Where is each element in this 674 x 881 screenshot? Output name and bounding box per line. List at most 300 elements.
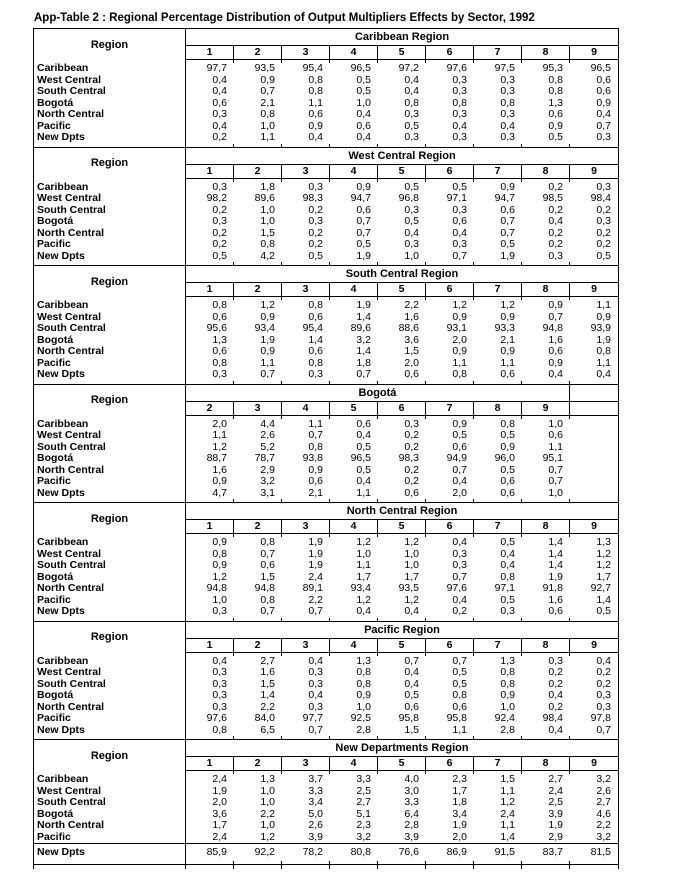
value-cell: 0,5 — [452, 429, 467, 441]
data-row — [34, 656, 618, 668]
column-header-7: 7 — [474, 520, 522, 534]
value-cell: 4,7 — [212, 486, 227, 499]
column-header-8: 8 — [522, 639, 570, 653]
section-title: Caribbean Region — [186, 29, 618, 46]
tick-cell — [330, 262, 378, 265]
column-header-2: 2 — [234, 46, 282, 60]
column-header-1: 1 — [186, 639, 234, 653]
data-row — [34, 797, 618, 809]
value-cell: 1,0 — [260, 796, 275, 808]
value-cell: 0,9 — [548, 119, 563, 132]
value-cell: 0,3 — [308, 677, 323, 690]
value-cell: 2,8 — [356, 723, 371, 736]
value-cell: 0,9 — [548, 356, 563, 369]
value-cell: 2,2 — [260, 700, 275, 713]
column-header-4: 4 — [330, 283, 378, 297]
value-cell: 1,0 — [260, 119, 275, 132]
value-cell: 0,7 — [500, 215, 515, 227]
column-header-2: 2 — [234, 639, 282, 653]
value-cell: 2,8 — [404, 819, 419, 831]
section-title: Pacific Region — [186, 622, 618, 639]
value-cell: 1,9 — [356, 249, 371, 262]
value-cell: 0,9 — [500, 345, 515, 357]
data-row — [34, 713, 618, 725]
tick-cell — [34, 262, 186, 265]
value-cell: 1,8 — [452, 796, 467, 808]
row-label: North Central — [34, 702, 186, 714]
value-cell: 3,2 — [356, 333, 371, 346]
tick-cell — [426, 262, 474, 265]
tick-cell — [522, 144, 570, 147]
data-row — [34, 312, 618, 324]
value-cell: 1,9 — [596, 333, 611, 346]
section-title: North Central Region — [186, 503, 618, 520]
value-cell: 89,1 — [302, 582, 323, 594]
value-cell: 0,3 — [452, 85, 467, 97]
value-cell: 1,1 — [596, 356, 611, 369]
column-header-3: 3 — [282, 639, 330, 653]
row-label: New Dpts — [34, 251, 186, 263]
value-cell: 0,9 — [212, 475, 227, 487]
value-cell: 0,5 — [548, 131, 563, 143]
value-cell: 2,6 — [596, 784, 611, 797]
value-cell: 85,9 — [206, 846, 227, 858]
tick-cell — [570, 865, 618, 869]
value-cell: 0,4 — [356, 605, 371, 617]
value-cell: 1,3 — [260, 773, 275, 785]
column-header-3: 3 — [282, 757, 330, 771]
value-cell: 0,5 — [404, 180, 419, 193]
column-header-2: 2 — [234, 520, 282, 534]
value-cell: 0,7 — [452, 570, 467, 583]
value-cell: 95,1 — [542, 452, 563, 464]
value-cell: 95,3 — [542, 62, 563, 74]
value-cell: 0,9 — [308, 119, 323, 132]
value-cell: 0,3 — [212, 677, 227, 690]
data-row — [34, 63, 618, 75]
row-label: South Central — [34, 679, 186, 691]
column-header-9: 9 — [570, 46, 618, 60]
value-cell: 1,4 — [356, 345, 371, 357]
tick-cell — [330, 144, 378, 147]
column-header-8: 8 — [474, 402, 522, 416]
value-cell: 1,4 — [548, 536, 563, 548]
tick-cell — [522, 865, 570, 869]
value-cell: 0,4 — [212, 73, 227, 86]
column-header-9: 9 — [570, 520, 618, 534]
value-cell: 0,6 — [500, 368, 515, 380]
tick-cell — [522, 499, 570, 502]
tick-cell — [522, 381, 570, 384]
value-cell: 0,8 — [500, 666, 515, 678]
tick-cell — [234, 865, 282, 869]
value-cell: 0,6 — [548, 345, 563, 357]
value-cell: 0,3 — [500, 85, 515, 97]
value-cell: 1,2 — [452, 299, 467, 311]
value-cell: 81,5 — [590, 846, 611, 858]
column-header-2: 2 — [186, 402, 234, 416]
row-label: North Central — [34, 228, 186, 240]
column-header-4: 4 — [330, 757, 378, 771]
value-cell: 0,6 — [212, 96, 227, 109]
value-cell: 0,9 — [452, 345, 467, 357]
tick-cell — [34, 618, 186, 621]
table-title: App-Table 2 : Regional Percentage Distribution of Output Multipliers Effects by Sector, 1992 — [34, 12, 535, 24]
region-header-cell: Region — [34, 148, 186, 179]
value-cell: 0,4 — [308, 689, 323, 701]
value-cell: 0,3 — [452, 73, 467, 86]
tick-cell — [282, 865, 330, 869]
value-cell: 1,3 — [500, 654, 515, 667]
value-cell: 0,3 — [308, 666, 323, 678]
value-cell: 0,2 — [212, 226, 227, 239]
value-cell: 1,1 — [452, 356, 467, 369]
value-cell: 97,1 — [494, 582, 515, 594]
column-tick-row — [34, 144, 618, 147]
value-cell: 0,6 — [548, 605, 563, 617]
tick-cell — [570, 144, 618, 147]
value-cell: 95,8 — [398, 712, 419, 724]
value-cell: 3,6 — [404, 333, 419, 346]
value-cell: 1,9 — [308, 559, 323, 571]
value-cell: 1,2 — [500, 796, 515, 808]
tick-cell — [34, 499, 186, 502]
value-cell: 3,9 — [404, 830, 419, 843]
value-cell: 3,1 — [260, 486, 275, 499]
value-cell: 0,8 — [212, 547, 227, 560]
value-cell: 1,0 — [260, 215, 275, 227]
value-cell: 1,9 — [548, 819, 563, 831]
value-cell: 3,2 — [356, 830, 371, 843]
value-cell: 1,1 — [500, 356, 515, 369]
data-row — [34, 121, 618, 133]
value-cell: 0,8 — [548, 85, 563, 97]
value-cell: 97,6 — [446, 582, 467, 594]
value-cell: 91,5 — [494, 846, 515, 858]
value-cell: 0,4 — [500, 547, 515, 560]
value-cell: 0,8 — [596, 345, 611, 357]
data-row — [34, 228, 618, 240]
value-cell: 2,8 — [500, 723, 515, 736]
value-cell: 0,6 — [452, 700, 467, 713]
tick-cell — [474, 381, 522, 384]
value-cell: 0,3 — [308, 180, 323, 193]
column-header-4: 4 — [282, 402, 330, 416]
value-cell: 97,5 — [494, 62, 515, 74]
value-cell: 0,8 — [260, 593, 275, 606]
row-label: New Dpts — [34, 369, 186, 381]
column-header-8: 8 — [522, 46, 570, 60]
value-cell: 0,3 — [500, 108, 515, 120]
row-label: Pacific — [34, 239, 186, 251]
value-cell: 0,5 — [212, 249, 227, 262]
data-row — [34, 442, 618, 454]
value-cell: 0,7 — [356, 215, 371, 227]
value-cell: 78,7 — [254, 452, 275, 464]
value-cell: 0,4 — [212, 85, 227, 97]
value-cell: 98,4 — [542, 712, 563, 724]
value-cell: 2,0 — [212, 417, 227, 430]
value-cell: 3,3 — [404, 796, 419, 808]
value-cell: 98,3 — [398, 452, 419, 464]
data-row — [34, 239, 618, 251]
row-label: Pacific — [34, 358, 186, 370]
column-header-1: 1 — [186, 165, 234, 179]
tick-cell — [234, 262, 282, 265]
tick-cell — [282, 736, 330, 739]
value-cell: 1,1 — [212, 429, 227, 441]
value-cell: 1,6 — [404, 310, 419, 323]
row-label: Pacific — [34, 832, 186, 844]
value-cell: 92,2 — [254, 846, 275, 858]
data-row — [34, 358, 618, 370]
value-cell: 0,3 — [404, 238, 419, 250]
value-cell: 1,2 — [260, 830, 275, 843]
value-cell: 0,2 — [404, 429, 419, 441]
column-header-7: 7 — [474, 283, 522, 297]
column-header-9: 9 — [570, 639, 618, 653]
value-cell: 0,7 — [596, 119, 611, 132]
value-cell: 92,5 — [350, 712, 371, 724]
value-cell: 0,6 — [212, 310, 227, 323]
tick-cell — [378, 262, 426, 265]
value-cell: 94,8 — [542, 322, 563, 334]
value-cell: 4,4 — [260, 417, 275, 430]
value-cell: 98,4 — [590, 192, 611, 204]
value-cell: 0,4 — [548, 368, 563, 380]
value-cell: 0,7 — [260, 85, 275, 97]
value-cell: 1,9 — [356, 299, 371, 311]
column-header-3: 3 — [282, 46, 330, 60]
value-cell: 0,7 — [452, 249, 467, 262]
data-row — [34, 690, 618, 702]
column-header-5: 5 — [378, 283, 426, 297]
value-cell: 2,0 — [212, 796, 227, 808]
value-cell: 97,7 — [206, 62, 227, 74]
value-cell: 1,5 — [404, 723, 419, 736]
value-cell: 0,3 — [452, 108, 467, 120]
value-cell: 1,3 — [596, 536, 611, 548]
value-cell: 95,8 — [446, 712, 467, 724]
empty-value-cell — [570, 465, 618, 477]
column-header-6: 6 — [426, 283, 474, 297]
value-cell: 1,9 — [500, 249, 515, 262]
tick-cell — [34, 381, 186, 384]
value-cell: 3,2 — [596, 773, 611, 785]
value-cell: 92,4 — [494, 712, 515, 724]
value-cell: 0,3 — [308, 368, 323, 380]
column-header-7: 7 — [474, 757, 522, 771]
section-header — [34, 385, 618, 416]
value-cell: 1,5 — [260, 570, 275, 583]
value-cell: 0,7 — [596, 723, 611, 736]
value-cell: 2,7 — [548, 773, 563, 785]
section-header — [34, 622, 618, 653]
value-cell: 97,6 — [446, 62, 467, 74]
value-cell: 3,3 — [356, 773, 371, 785]
tick-cell — [522, 861, 570, 864]
value-cell: 0,9 — [260, 73, 275, 86]
value-cell: 0,4 — [452, 226, 467, 239]
tick-cell — [34, 736, 186, 739]
value-cell: 0,3 — [596, 180, 611, 193]
value-cell: 0,4 — [452, 593, 467, 606]
tick-cell — [282, 381, 330, 384]
column-header-3: 3 — [234, 402, 282, 416]
value-cell: 0,2 — [596, 666, 611, 678]
data-row — [34, 132, 618, 144]
data-row — [34, 453, 618, 465]
tick-cell — [426, 865, 474, 869]
value-cell: 0,3 — [500, 605, 515, 617]
value-cell: 3,0 — [404, 784, 419, 797]
value-cell: 1,2 — [596, 559, 611, 571]
value-cell: 96,5 — [350, 452, 371, 464]
tick-cell — [330, 736, 378, 739]
tick-cell — [378, 865, 426, 869]
value-cell: 2,5 — [356, 784, 371, 797]
column-header-4: 4 — [330, 46, 378, 60]
value-cell: 0,8 — [452, 96, 467, 109]
value-cell: 2,3 — [452, 773, 467, 785]
value-cell: 2,4 — [212, 773, 227, 785]
tick-cell — [570, 861, 618, 864]
value-cell: 2,1 — [500, 333, 515, 346]
tick-cell — [378, 381, 426, 384]
value-cell: 0,6 — [260, 559, 275, 571]
value-cell: 6,4 — [404, 807, 419, 820]
value-cell: 4,2 — [260, 249, 275, 262]
tick-cell — [186, 861, 234, 864]
value-cell: 0,5 — [596, 249, 611, 262]
value-cell: 0,7 — [260, 368, 275, 380]
value-cell: 0,2 — [212, 238, 227, 250]
tick-cell — [522, 262, 570, 265]
section-title: West Central Region — [186, 148, 618, 165]
value-cell: 1,5 — [260, 677, 275, 690]
tick-cell — [570, 618, 618, 621]
value-cell: 0,4 — [404, 85, 419, 97]
value-cell: 1,4 — [308, 333, 323, 346]
value-cell: 0,6 — [548, 108, 563, 120]
value-cell: 0,4 — [404, 226, 419, 239]
value-cell: 89,6 — [254, 192, 275, 204]
value-cell: 1,1 — [356, 486, 371, 499]
value-cell: 2,4 — [212, 830, 227, 843]
value-cell: 2,7 — [596, 796, 611, 808]
value-cell: 0,4 — [404, 73, 419, 86]
value-cell: 0,6 — [212, 345, 227, 357]
row-label: Pacific — [34, 121, 186, 133]
row-label: Caribbean — [34, 656, 186, 668]
value-cell: 98,5 — [542, 192, 563, 204]
value-cell: 0,3 — [500, 131, 515, 143]
value-cell: 0,4 — [596, 654, 611, 667]
value-cell: 0,7 — [548, 463, 563, 476]
value-cell: 0,8 — [308, 299, 323, 311]
value-cell: 0,3 — [308, 700, 323, 713]
value-cell: 0,4 — [452, 536, 467, 548]
column-header-8: 8 — [522, 520, 570, 534]
value-cell: 84,0 — [254, 712, 275, 724]
value-cell: 93,8 — [302, 452, 323, 464]
tick-cell — [282, 499, 330, 502]
value-cell: 1,0 — [356, 547, 371, 560]
value-cell: 0,2 — [548, 180, 563, 193]
value-cell: 1,5 — [260, 226, 275, 239]
row-label: New Dpts — [34, 725, 186, 737]
value-cell: 0,9 — [452, 417, 467, 430]
row-label: South Central — [34, 86, 186, 98]
value-cell: 0,8 — [260, 238, 275, 250]
value-cell: 91,8 — [542, 582, 563, 594]
value-cell: 1,2 — [356, 593, 371, 606]
column-header-6: 6 — [426, 757, 474, 771]
value-cell: 0,2 — [548, 238, 563, 250]
tick-cell — [234, 618, 282, 621]
value-cell: 0,6 — [308, 310, 323, 323]
tick-cell — [378, 736, 426, 739]
value-cell: 0,6 — [548, 429, 563, 441]
data-row — [34, 216, 618, 228]
value-cell: 93,5 — [254, 62, 275, 74]
value-cell: 0,4 — [500, 119, 515, 132]
column-header-4: 4 — [330, 639, 378, 653]
value-cell: 0,3 — [212, 108, 227, 120]
row-label: Bogotá — [34, 572, 186, 584]
tick-cell — [330, 861, 378, 864]
tick-cell — [474, 262, 522, 265]
row-label: Pacific — [34, 713, 186, 725]
value-cell: 2,7 — [356, 796, 371, 808]
value-cell: 0,4 — [308, 131, 323, 143]
column-header-6: 6 — [426, 165, 474, 179]
value-cell: 0,4 — [212, 654, 227, 667]
value-cell: 0,3 — [452, 131, 467, 143]
data-row — [34, 335, 618, 347]
tick-cell — [426, 381, 474, 384]
value-cell: 94,8 — [206, 582, 227, 594]
value-cell: 2,0 — [404, 356, 419, 369]
value-cell: 1,5 — [500, 773, 515, 785]
tick-cell — [282, 861, 330, 864]
column-header-9: 9 — [522, 402, 570, 416]
row-label: Caribbean — [34, 419, 186, 431]
value-cell: 1,1 — [308, 417, 323, 430]
value-cell: 0,9 — [452, 310, 467, 323]
value-cell: 0,5 — [356, 440, 371, 453]
column-header-7: 7 — [474, 46, 522, 60]
data-row — [34, 419, 618, 431]
row-label: South Central — [34, 442, 186, 454]
row-label: New Dpts — [34, 132, 186, 144]
tick-cell — [474, 144, 522, 147]
row-label: West Central — [34, 667, 186, 679]
value-cell: 2,6 — [308, 819, 323, 831]
column-header-2: 2 — [234, 165, 282, 179]
value-cell: 1,9 — [452, 819, 467, 831]
value-cell: 1,9 — [308, 536, 323, 548]
section-pacific-region — [34, 621, 618, 740]
column-header-2: 2 — [234, 757, 282, 771]
value-cell: 3,9 — [548, 807, 563, 820]
value-cell: 1,3 — [356, 654, 371, 667]
data-row — [34, 205, 618, 217]
value-cell: 0,3 — [404, 108, 419, 120]
value-cell: 0,6 — [404, 486, 419, 499]
column-header-7: 7 — [474, 165, 522, 179]
value-cell: 0,3 — [212, 689, 227, 701]
